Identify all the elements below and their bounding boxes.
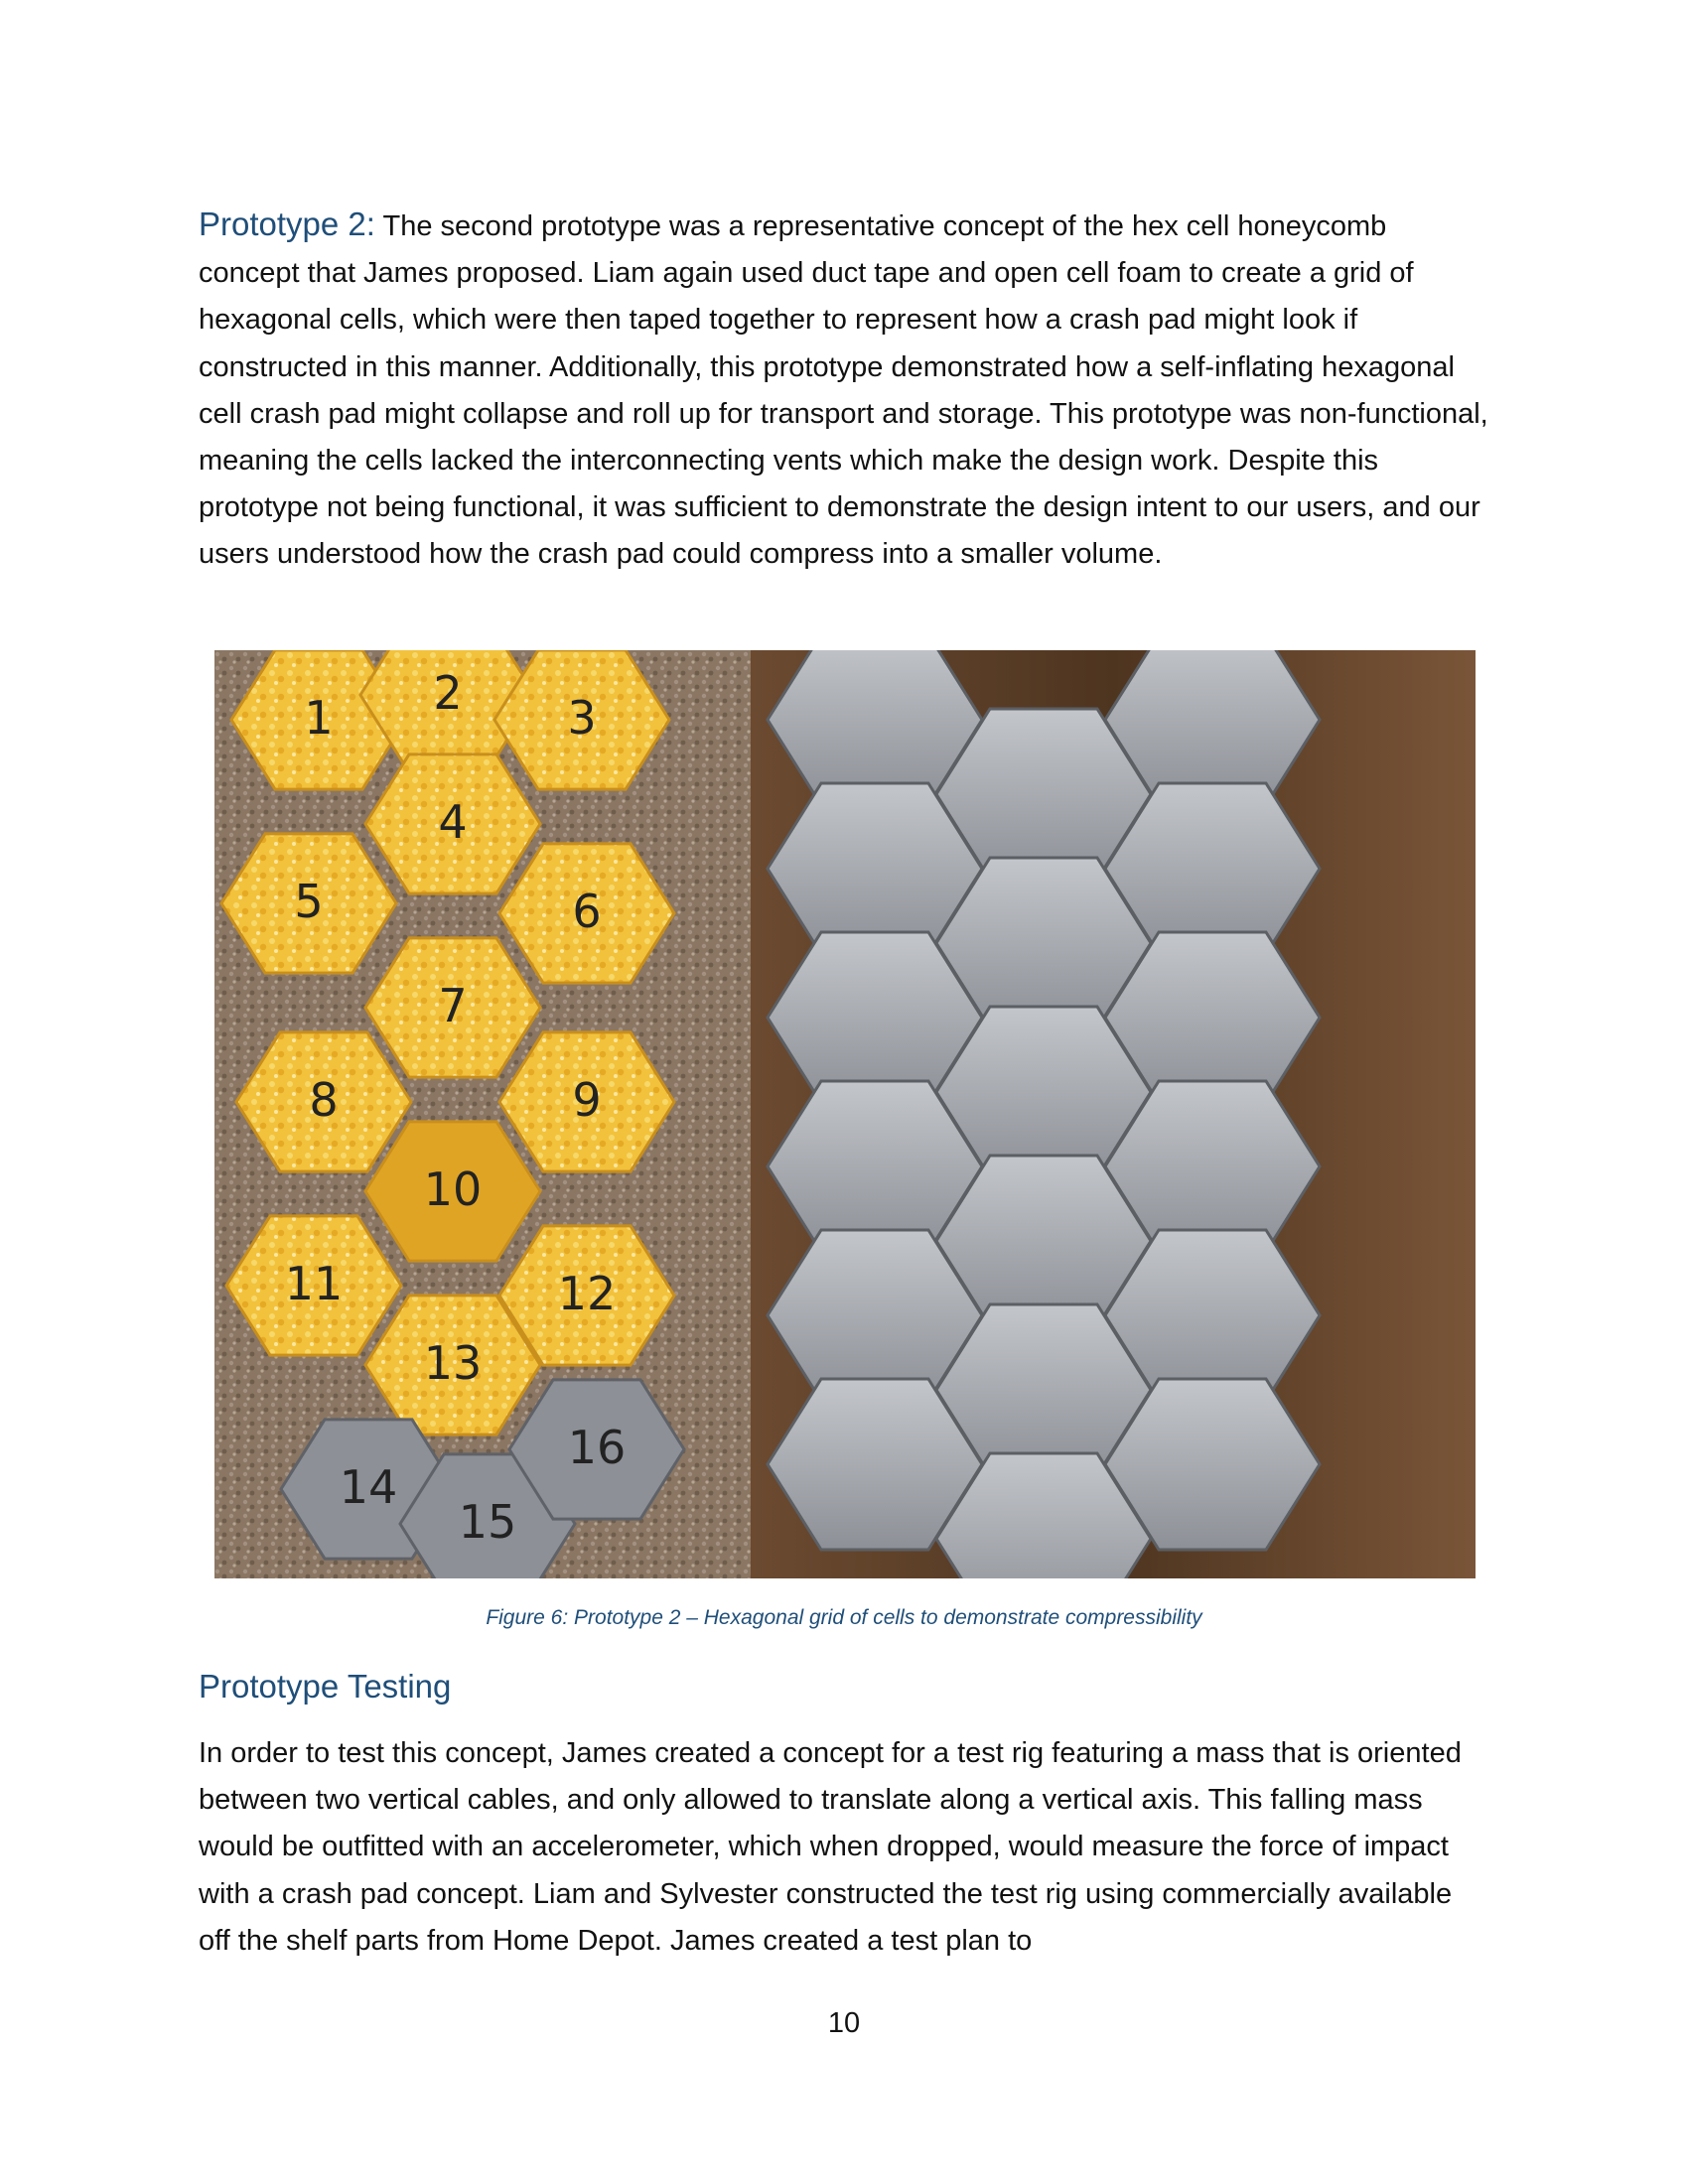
hex-cell-label: 5 (294, 875, 324, 928)
hex-cell-label: 8 (309, 1073, 339, 1127)
prototype2-paragraph (199, 201, 1489, 579)
hex-cell-label: 7 (438, 979, 468, 1032)
hex-cell-label: 14 (339, 1460, 398, 1514)
hex-cell-label: 16 (567, 1421, 627, 1474)
hex-cell-label: 3 (567, 691, 597, 745)
prototype2-text: The second prototype was a representative concept of the hex cell honeycomb concept that James proposed. Liam again used duct tape and open cell foam to create a grid of hexagonal cells, which were then taped together to represent how a crash pad might look if constructed in this manner. Additionally, this prototype demonstrated how a self-inflating hexagonal cell crash pad might collapse and roll up for transport and storage. This prototype was non-functional, meaning the cells lacked the interconnecting vents which make the design work. Despite this prototype not being functional, it was sufficient to demonstrate the design intent to our users, and our users understood how the crash pad could compress into a smaller volume. (199, 210, 1488, 571)
hex-cell-label: 10 (423, 1162, 483, 1216)
prototype2-heading: Prototype 2: (199, 205, 375, 242)
page-number: 10 (827, 2007, 861, 2039)
hex-cell-label: 11 (284, 1257, 344, 1310)
prototype2-figure (214, 650, 1476, 1578)
hex-cell-label: 15 (458, 1495, 517, 1549)
hex-cell-label: 12 (557, 1267, 617, 1320)
figure-caption: Figure 6: Prototype 2 – Hexagonal grid of cells to demonstrate compressibility (486, 1606, 1202, 1629)
hex-cell-label: 9 (572, 1073, 602, 1127)
hex-cell-label: 6 (572, 885, 602, 938)
prototype-testing-paragraph: In order to test this concept, James created a concept for a test rig featuring a mass that is oriented between two vertical cables, and only allowed to translate along a vertical axis. This falling mass would be outfitted with an accelerometer, which when dropped, would measure the force of impact with a crash pad concept. Liam and Sylvester constructed the test rig using commercially available off the shelf parts from Home Depot. James created a test plan to (199, 1737, 1462, 1957)
hex-cell-label: 2 (433, 666, 463, 720)
hex-cell-label: 4 (438, 795, 468, 849)
hex-cell-label: 13 (423, 1336, 483, 1390)
prototype-testing-heading: Prototype Testing (199, 1668, 452, 1705)
prototype2-photo (214, 650, 1476, 1578)
hex-cell-label: 1 (304, 691, 334, 745)
